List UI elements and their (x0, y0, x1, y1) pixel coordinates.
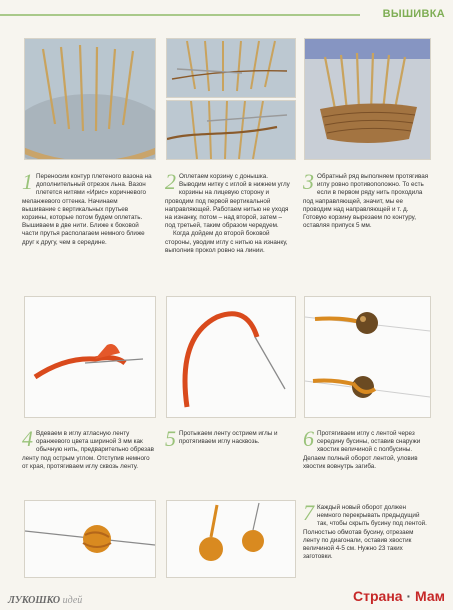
step-7-text (303, 500, 431, 561)
step-number: 6 (303, 426, 314, 451)
step-paragraph: Обратный ряд выполняем протягивая иглу ровно противоположно. То есть если в первом ряду нить проходила под направляющей, значит, мы ее проводим над направляющей и т. д. Готовую корзину вырезаем по контуру, оставляя припуск 5 мм. (303, 173, 429, 230)
watermark-right: Мам (415, 588, 445, 604)
photo-step-6 (304, 296, 431, 418)
step-3-text (303, 169, 431, 230)
watermark-dot: · (406, 588, 412, 604)
step-4-text (22, 426, 154, 471)
photo-step-4 (24, 296, 156, 418)
header-rule (0, 14, 360, 16)
photo-step-2b (166, 100, 296, 160)
step-2-text (165, 169, 293, 255)
watermark-logo (353, 588, 445, 604)
step-paragraph: Переносим контур плетеного вазона на дополнительный отрезок льна. Вазон плетется нитями «Ирис» коричневого меланжевого оттенка. Начинаем вышивание с вертикальных прутьев корзины, которые потом будем оплетать. Вышиваем в две нити. Ближе к боковой части прутья располагаем немного ближе друг к другу, чем в середине. (22, 173, 152, 246)
photo-step-3 (304, 38, 431, 160)
watermark-left: Страна (353, 588, 403, 604)
step-paragraph: Каждый новый оборот должен немного перекрывать предыдущий так, чтобы скрыть бусину под лентой. Полностью обмотав бусину, отрезаем ленту по диагонали, оставив хвостик величиной 4-5 см. Нужно 23 таких заготовки. (303, 504, 427, 561)
step-paragraph: Протягиваем иглу с лентой через середину бусины, оставив снаружи хвостик величиной с полбусины. Делаем полный оборот лентой, уловив хвостик вовнутрь загиба. (303, 430, 421, 470)
photo-step-2a (166, 38, 296, 98)
footer-brand-suffix: идей (62, 595, 83, 606)
step-paragraph: Вдеваем в иглу атласную ленту оранжевого цвета шириной 3 мм как обычную нить, предварительно обрезав ленту под острым углом. Отступив немного от края, протягиваем иглу сквозь ленту. (22, 430, 154, 470)
magazine-footer (8, 595, 82, 606)
step-number: 5 (165, 426, 176, 451)
section-title: ВЫШИВКА (382, 8, 445, 20)
step-number: 4 (22, 426, 33, 451)
step-1-text (22, 169, 152, 247)
photo-step-7b (166, 500, 296, 578)
step-number: 7 (303, 500, 314, 525)
step-number: 3 (303, 169, 314, 194)
step-paragraph: Оплетаем корзину с донышка. Выводим нитку с иглой в нижнем углу корзины на лицевую сторону и проводим под первой вертикальной направляющей. Работаем нитью не уходя на изнанку, потом – над второй, затем – под третьей, таким образом чередуем. (165, 173, 290, 230)
step-5-text (165, 426, 293, 451)
footer-brand: ЛУКОШКО (8, 595, 61, 606)
step-6-text (303, 426, 431, 471)
step-paragraph: Протыкаем ленту острием иглы и протягиваем иглу насквозь. (179, 430, 278, 446)
step-number: 2 (165, 169, 176, 194)
photo-step-5 (166, 296, 296, 418)
step-number: 1 (22, 169, 33, 194)
step-paragraph: Когда дойдем до второй боковой стороны, уводим иглу с нитью на изнанку, выполнив прокол ровно на линии. (165, 230, 288, 254)
photo-step-7a (24, 500, 156, 578)
photo-step-1 (24, 38, 156, 160)
header-bar (0, 8, 453, 22)
